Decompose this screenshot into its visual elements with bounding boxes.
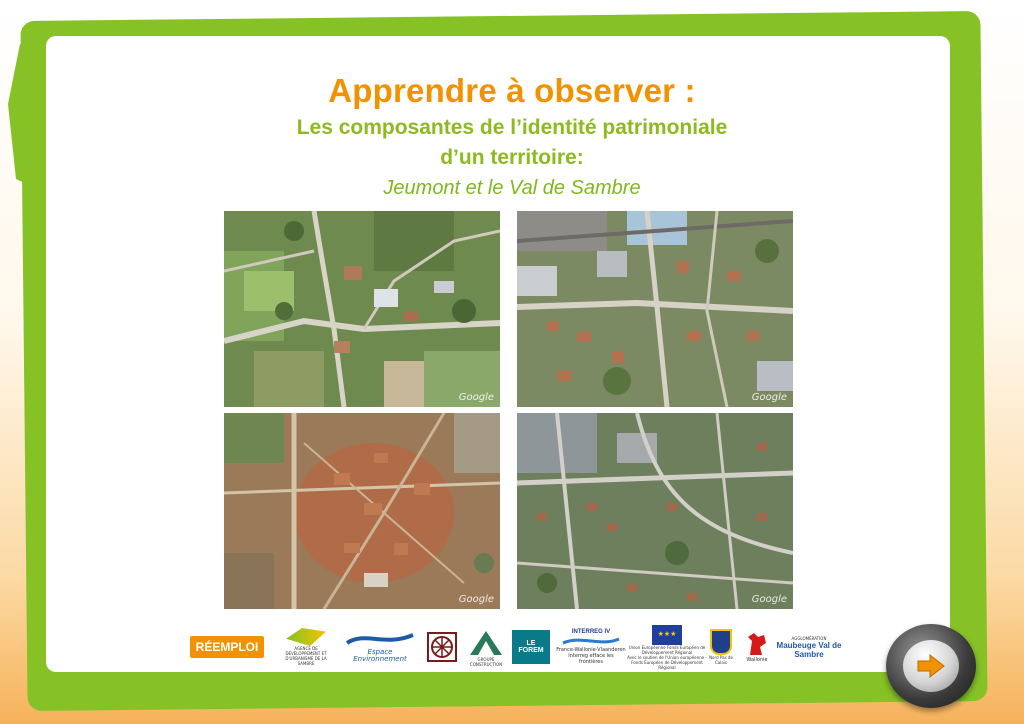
construction-logo — [464, 624, 508, 670]
interreg-swoosh-icon — [561, 635, 621, 647]
nord-logo — [706, 624, 736, 670]
interreg-tagline: Interreg efface les frontières — [568, 653, 614, 665]
compass-logo — [426, 624, 458, 670]
photo-watermark: Google — [751, 392, 787, 403]
wallonie-caption: Wallonie — [746, 656, 768, 663]
eu-logo — [622, 624, 712, 670]
nord-shield-icon — [710, 629, 732, 655]
maubeuge-small-caption: AGGLOMÉRATION — [791, 635, 827, 641]
aerial-photo-4-image — [517, 413, 793, 609]
maubeuge-text: Maubeuge Val de Sambre — [776, 640, 842, 659]
reemploi-logo — [186, 624, 268, 670]
agence-mark — [286, 628, 326, 646]
place-name: Jeumont et le Val de Sambre — [383, 177, 641, 199]
photo-watermark: Google — [458, 392, 494, 403]
aerial-photo-3 — [224, 413, 500, 609]
espace-caption: Espace Environnement — [353, 648, 407, 663]
arrow-right-icon — [916, 653, 946, 679]
next-button[interactable] — [886, 624, 976, 708]
eu-caption: Union Européenne Fonds Européen de Développement Régional — [628, 644, 706, 655]
construction-caption: GROUPE CONSTRUCTION — [469, 657, 503, 667]
subtitle-line-1: Les composantes de l’identité patrimoniale — [296, 116, 728, 139]
reemploi-text: RÉEMPLOI — [190, 636, 265, 658]
agence-logo — [278, 624, 334, 670]
maubeuge-logo — [776, 624, 842, 670]
interreg-logo — [556, 624, 626, 670]
forem-text: LE FOREM — [512, 630, 550, 664]
next-button-face[interactable] — [903, 640, 959, 692]
interreg-text: France-Wallonie-Vlaanderen — [556, 647, 626, 653]
aerial-photo-2 — [517, 211, 793, 407]
rooster-icon — [746, 631, 768, 657]
wave-icon — [345, 631, 415, 649]
eu-flag-icon: ★★★ — [652, 625, 682, 645]
agence-caption: AGENCE DE DÉVELOPPEMENT ET D'URBANISME DE LA SAMBRE — [285, 646, 327, 666]
aerial-photo-1-image — [224, 211, 500, 407]
aerial-photo-2-image — [517, 211, 793, 407]
espace-environnement-logo — [342, 624, 418, 670]
construction-icon — [468, 627, 504, 657]
photo-watermark: Google — [458, 594, 494, 605]
interreg-title: INTERREG IV — [571, 629, 611, 635]
aerial-photo-1 — [224, 211, 500, 407]
subtitle-line-2: d’un territoire: — [440, 146, 584, 169]
eu-caption-2: Avec le soutien de l'Union européenne - Fonds Européen de Développement Régional — [627, 654, 707, 670]
compass-icon — [427, 632, 457, 662]
photo-watermark: Google — [751, 594, 787, 605]
nord-caption: Nord Pas de Calais — [709, 655, 733, 665]
page-title: Apprendre à observer : — [328, 72, 696, 109]
partner-logos — [182, 624, 842, 674]
wallonie-logo — [742, 624, 772, 670]
aerial-photo-4 — [517, 413, 793, 609]
forem-logo — [512, 624, 550, 670]
aerial-photo-3-image — [224, 413, 500, 609]
